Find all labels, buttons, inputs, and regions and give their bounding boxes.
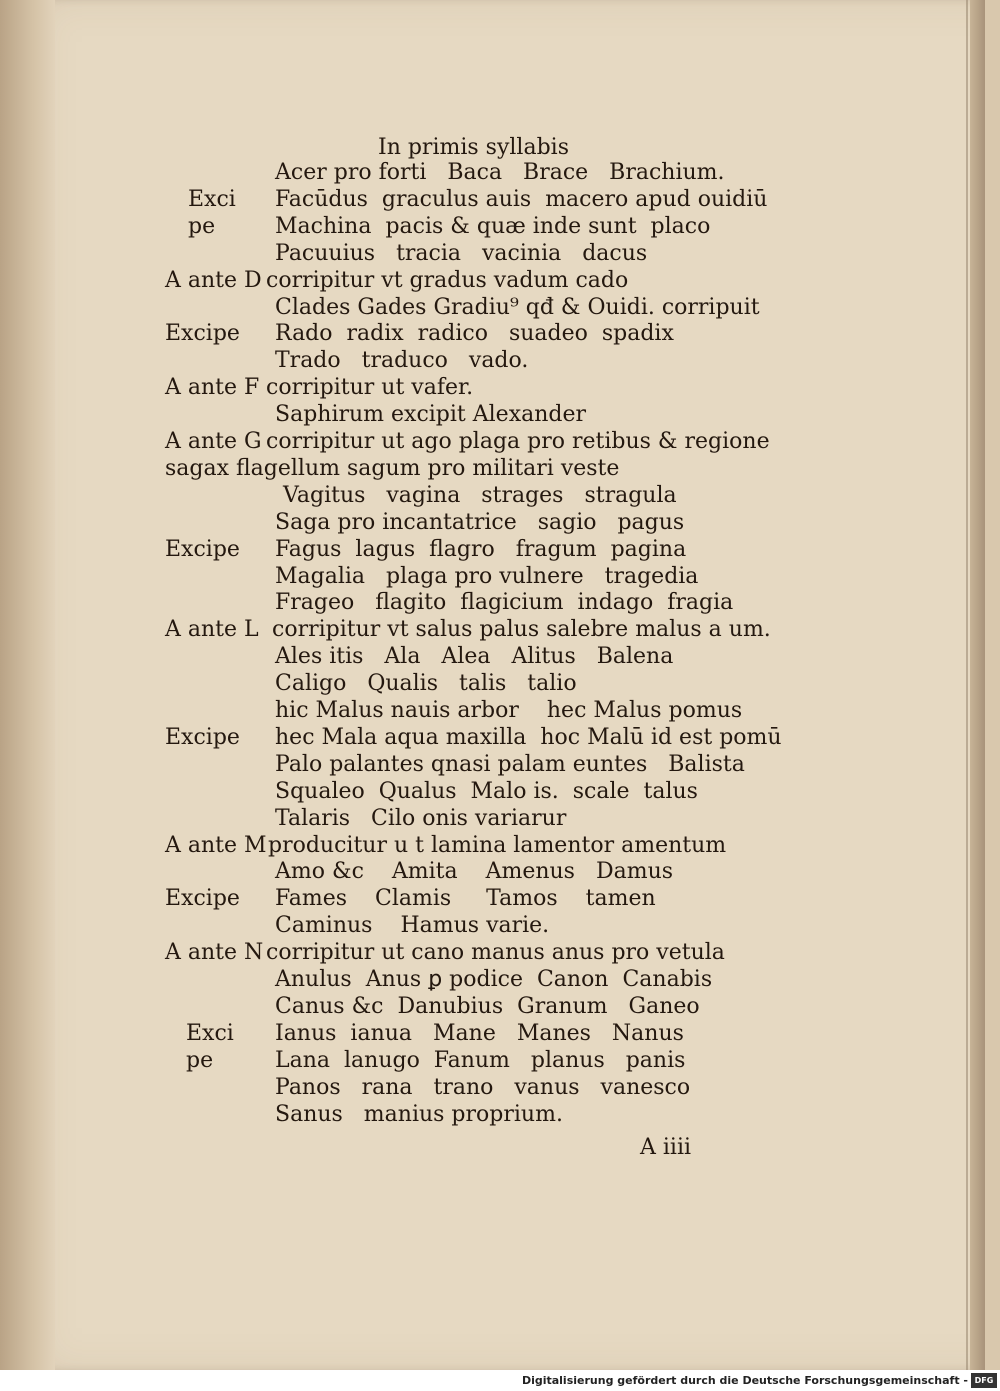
margin-label: Exci — [186, 1020, 234, 1046]
text-line — [0, 1019, 1000, 1049]
text-line — [0, 696, 1000, 726]
text-line — [0, 373, 1000, 403]
line-text: Clades Gades Gradiu⁹ qđ & Ouidi. corripuit — [275, 294, 760, 320]
line-text: Ianus ianua Mane Manes Nanus — [275, 1020, 684, 1046]
text-line — [0, 185, 1000, 215]
line-text: Amo &c Amita Amenus Damus — [275, 859, 674, 885]
line-text: Fagus lagus flagro fragum pagina — [275, 536, 687, 562]
rule-heading: A ante G — [165, 429, 262, 454]
text-line — [0, 884, 1000, 914]
text-line — [0, 481, 1000, 511]
text-line — [0, 857, 1000, 887]
text-line — [0, 965, 1000, 995]
line-text: Acer pro forti Baca Brace Brachium. — [275, 160, 725, 185]
line-text: Ales itis Ala Alea Alitus Balena — [275, 644, 674, 670]
text-line — [0, 1046, 1000, 1076]
line-text: Fames Clamis Tamos tamen — [275, 886, 656, 912]
margin-label: Excipe — [165, 724, 240, 750]
text-line — [0, 400, 1000, 430]
line-text: Panos rana trano vanus vanesco — [275, 1074, 691, 1100]
line-text: Lana lanugo Fanum planus panis — [275, 1047, 686, 1073]
line-text: sagax flagellum sagum pro militari veste — [165, 455, 620, 481]
running-title: In primis syllabis — [378, 135, 569, 160]
line-text: Squaleo Qualus Malo is. scale talus — [275, 778, 698, 804]
line-text: Anulus Anus ꝑ podice Canon Canabis — [275, 967, 713, 992]
rule-heading: A ante L — [165, 617, 259, 643]
line-text: Vagitus vagina strages stragula — [283, 482, 677, 508]
line-text: Saphirum excipit Alexander — [275, 402, 587, 428]
margin-label: pe — [186, 1047, 214, 1073]
line-text: corripitur vt salus palus salebre malus a um. — [272, 617, 771, 643]
text-line — [0, 723, 1000, 753]
text-line — [0, 911, 1000, 941]
text-line — [0, 454, 1000, 484]
line-text: Pacuuius tracia vacinia dacus — [275, 240, 648, 266]
text-line — [0, 750, 1000, 780]
line-text: corripitur vt gradus vadum cado — [266, 267, 629, 293]
text-line — [0, 158, 1000, 188]
footer-text: Digitalisierung gefördert durch die Deutsche Forschungsgemeinschaft - — [521, 1374, 968, 1387]
line-text: hec Mala aqua maxilla hoc Malū id est pomū — [275, 724, 782, 750]
text-line — [0, 804, 1000, 834]
margin-label: pe — [188, 213, 216, 239]
line-text: Caligo Qualis talis talio — [275, 671, 577, 697]
text-line — [0, 319, 1000, 349]
rule-heading: A ante N — [165, 940, 264, 966]
text-line — [0, 346, 1000, 376]
line-text: hic Malus nauis arbor hec Malus pomus — [275, 698, 743, 723]
margin-label: Excipe — [165, 886, 240, 912]
text-line — [0, 427, 1000, 457]
text-line — [0, 562, 1000, 592]
margin-label: Excipe — [165, 536, 240, 562]
rule-heading: A ante F — [165, 375, 260, 401]
dfg-logo: DFG — [971, 1373, 997, 1388]
rule-heading: A ante M — [165, 832, 267, 858]
text-line — [0, 831, 1000, 861]
line-text: Magalia plaga pro vulnere tragedia — [275, 563, 699, 589]
text-line — [0, 642, 1000, 672]
line-text: Trado traduco vado. — [275, 348, 529, 374]
text-line — [0, 669, 1000, 699]
text-line — [0, 1100, 1000, 1130]
line-text: producitur u t lamina lamentor amentum — [268, 832, 727, 858]
text-line — [0, 992, 1000, 1022]
text-line — [0, 535, 1000, 565]
line-text: corripitur ut ago plaga pro retibus & regione — [266, 429, 770, 454]
line-text: Sanus manius proprium. — [275, 1101, 563, 1127]
margin-label: Excipe — [165, 321, 240, 347]
line-text: Rado radix radico suadeo spadix — [275, 321, 674, 347]
line-text: corripitur ut vafer. — [266, 375, 474, 401]
rule-heading: A ante D — [165, 267, 262, 293]
text-line — [0, 1073, 1000, 1103]
signature-line — [0, 1133, 1000, 1163]
digitization-footer — [0, 1370, 1000, 1391]
line-text: Palo palantes qnasi palam euntes Balista — [275, 751, 745, 777]
text-line — [0, 938, 1000, 968]
line-text: Talaris Cilo onis variarur — [275, 805, 567, 831]
text-line — [0, 212, 1000, 242]
line-text: Frageo flagito flagicium indago fragia — [275, 590, 734, 616]
text-line — [0, 508, 1000, 538]
signature-mark: A iiii — [640, 1135, 692, 1160]
text-line — [0, 266, 1000, 296]
line-text: Saga pro incantatrice sagio pagus — [275, 509, 685, 535]
text-line — [0, 239, 1000, 269]
line-text: Canus &c Danubius Granum Ganeo — [275, 993, 700, 1019]
text-line — [0, 588, 1000, 618]
line-text: Caminus Hamus varie. — [275, 913, 550, 939]
line-text: Machina pacis & quæ inde sunt placo — [275, 213, 711, 239]
line-text: corripitur ut cano manus anus pro vetula — [266, 940, 725, 966]
line-text: Facūdus graculus auis macero apud ouidiū — [275, 186, 768, 212]
text-line — [0, 615, 1000, 645]
text-line — [0, 293, 1000, 323]
margin-label: Exci — [188, 186, 236, 212]
text-line — [0, 777, 1000, 807]
